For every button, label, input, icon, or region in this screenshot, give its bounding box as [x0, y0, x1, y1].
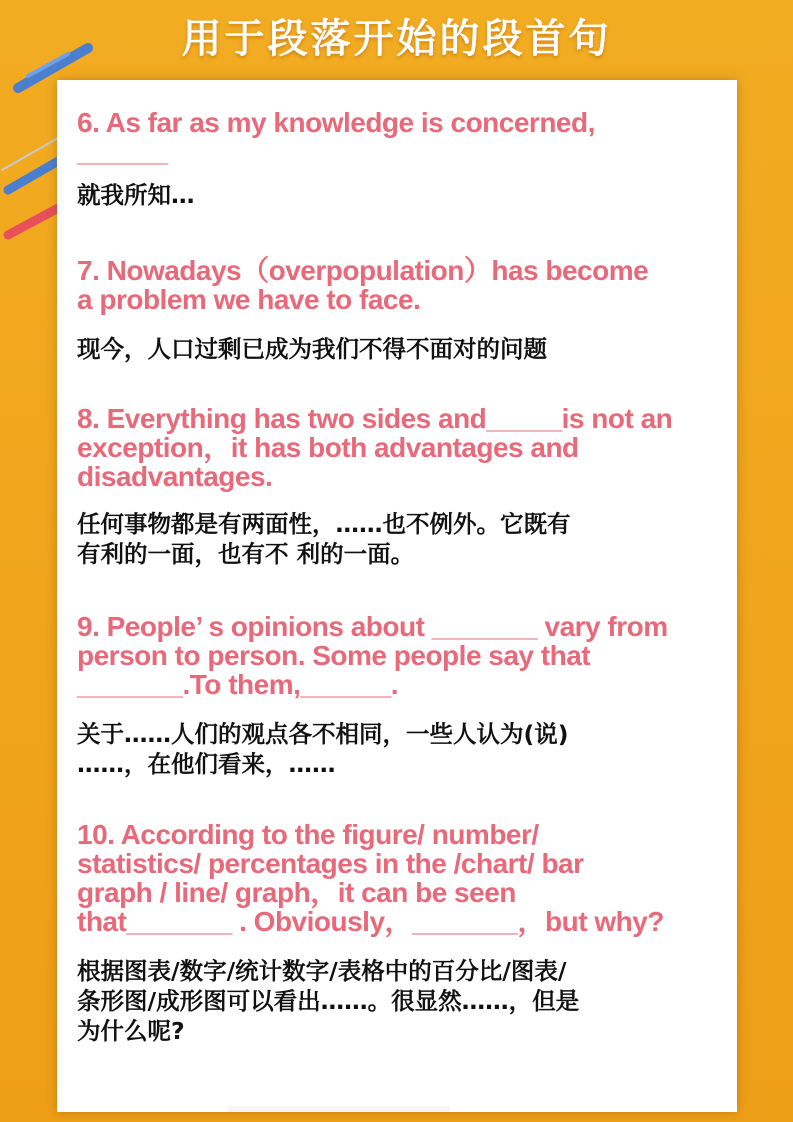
phrase-item-10 [77, 820, 717, 1046]
card-bottom-edge [228, 1106, 450, 1112]
chinese-translation: 现今，人口过剩已成为我们不得不面对的问题 [77, 335, 547, 363]
phrase-item-7 [77, 256, 717, 364]
phrase-item-9 [77, 612, 717, 779]
chinese-translation: 根据图表/数字/统计数字/表格中的百分比/图表/ 条形图/成形图可以看出……。很显然……，但是 为什么呢? [77, 957, 580, 1045]
stripe-blue-mid [8, 160, 60, 190]
phrase-item-8 [77, 404, 717, 569]
chinese-translation: 关于……人们的观点各不相同，一些人认为(说) ……，在他们看来，…… [77, 720, 569, 778]
chinese-translation: 任何事物都是有两面性，……也不例外。它既有 有利的一面，也有不 利的一面。 [77, 510, 571, 568]
content-card [57, 80, 737, 1112]
english-sentence: 8. Everything has two sides and_____is not an exception，it has both advantages and disadvantages. [77, 403, 673, 492]
english-sentence: 6. As far as my knowledge is concerned, ______ [77, 107, 595, 167]
stripe-red [8, 206, 62, 235]
chinese-translation: 就我所知… [77, 181, 195, 209]
english-sentence: 9. People’ s opinions about _______ vary from person to person. Some people say that _______.To them,______. [77, 611, 668, 700]
english-sentence: 7. Nowadays（overpopulation）has become a problem we have to face. [77, 255, 649, 315]
english-sentence: 10. According to the figure/ number/ statistics/ percentages in the /chart/ bar graph / line/ graph，it can be seen that_______ . Obviously，_______，but why? [77, 819, 664, 937]
phrase-item-6 [77, 108, 717, 210]
page-title: 用于段落开始的段首句 [181, 16, 612, 62]
